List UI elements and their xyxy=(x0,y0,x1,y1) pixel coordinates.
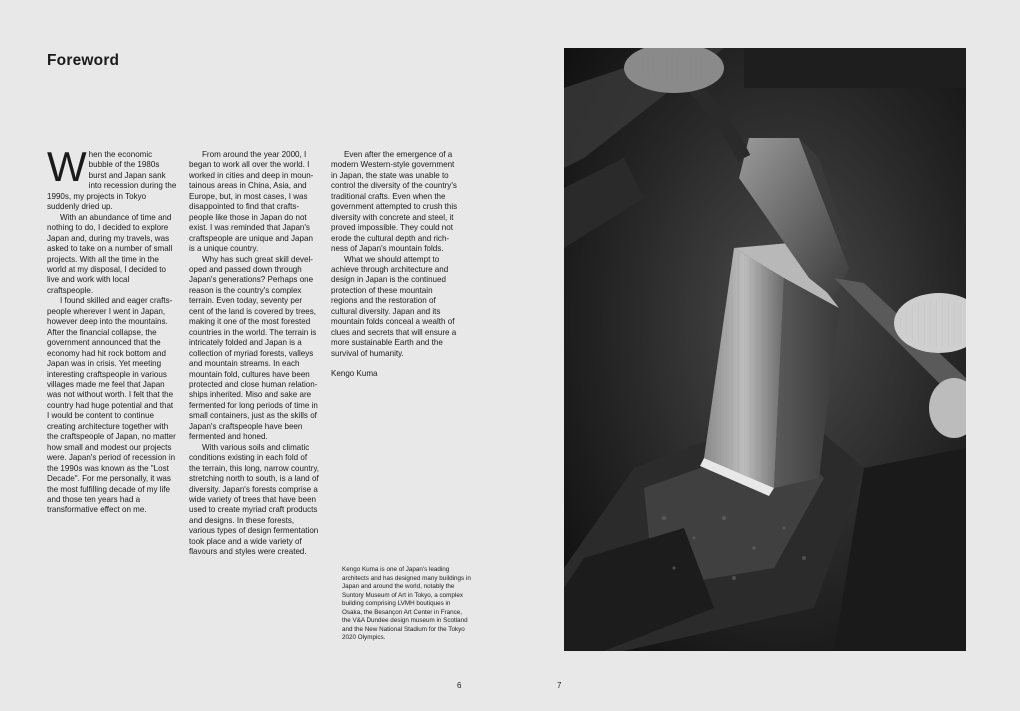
author-signature: Kengo Kuma xyxy=(331,369,378,379)
paragraph-text: hen the economic bubble of the 1980s burst and Japan sank into recession during the 1990s, my projects in Tokyo suddenly dried up. xyxy=(47,150,177,212)
drop-cap: W xyxy=(47,143,87,190)
text-column-1 xyxy=(47,143,177,516)
paragraph: With various soils and climatic conditions existing in each fold of the terrain, this long, narrow country, stretching north to south, is a land of diversity. Japan's forests comprise a wide variety of trees that have been used to create myriad craft products and designs. In these forests, various types of design fermentation took place and a wide variety of flavours and styles were created. xyxy=(189,442,320,557)
paragraph: I found skilled and eager crafts-people wherever I went in Japan, however deep into the mountains. After the financial collapse, the government announced that the economy had hit rock bottom and Japan was in crisis. Yet meeting interesting craftspeople in various villages made me feel that Japan was not without worth. I felt that the country had huge potential and that I would be content to continue creating architecture together with the craftspeople of Japan, no matter how small and modest our projects were. Japan's period of recession in the 1990s was known as the "Lost Decade". For me personally, it was the most fulfilling decade of my life and those ten years had a transformative effect on me. xyxy=(47,296,176,515)
page-title: Foreword xyxy=(47,52,120,69)
text-column-2 xyxy=(189,150,319,558)
author-bio: Kengo Kuma is one of Japan's leading architects and has designed many buildings in Japan and around the world, notably the Suntory Museum of Art in Tokyo, a complex building comprising LVMH boutiques in Osaka, the Besançon Art Center in France, the V&A Dundee design museum in Scotland and the New National Stadium for the Tokyo 2020 Olympics. xyxy=(342,566,471,641)
paragraph: Why has such great skill devel-oped and passed down through Japan's generations? Perhaps one reason is the country's complex terrain. Even today, seventy per cent of the land is covered by trees, making it one of the most forested countries in the world. The terrain is intricately folded and Japan is a collection of myriad forests, valleys and mountain streams. In each mountain fold, cultures have been protected and close human relation-ships inherited. Miso and sake are fermented for long periods of time in small containers, just as the skills of Japan's craftspeople have been fermented and honed. xyxy=(189,254,318,442)
paragraph: With an abundance of time and nothing to do, I decided to explore Japan and, during my travels, was asked to take on a number of small projects. With all the time in the world at my disposal, I decided to live and work with local craftspeople. xyxy=(47,212,173,295)
chisel-woodwork-image xyxy=(564,48,966,651)
text-column-3 xyxy=(331,150,461,380)
paragraph: From around the year 2000, I began to work all over the world. I worked in cities and deep in moun-tainous areas in China, Asia, and Europe, but, in most cases, I was disappointed to find that crafts-people like those in Japan do not exist. I was reminded that Japan's craftspeople are unique and Japan is a unique country. xyxy=(189,150,314,254)
paragraph: What we should attempt to achieve through architecture and design in Japan is the continued protection of these mountain regions and the restoration of cultural diversity. Japan and its mountain folds conceal a wealth of clues and secrets that will ensure a more sustainable Earth and the survival of humanity. xyxy=(331,254,457,358)
craft-photo xyxy=(564,48,966,651)
paragraph: Even after the emergence of a modern Western-style government in Japan, the state was unable to control the diversity of the country's traditional crafts. Even when the government attempted to crush this diversity with concrete and steel, it proved impossible. They could not erode the cultural depth and rich-ness of Japan's mountain folds. xyxy=(331,150,458,254)
paragraph xyxy=(47,143,177,213)
page-number-right: 7 xyxy=(557,681,562,690)
page-number-left: 6 xyxy=(457,681,462,690)
